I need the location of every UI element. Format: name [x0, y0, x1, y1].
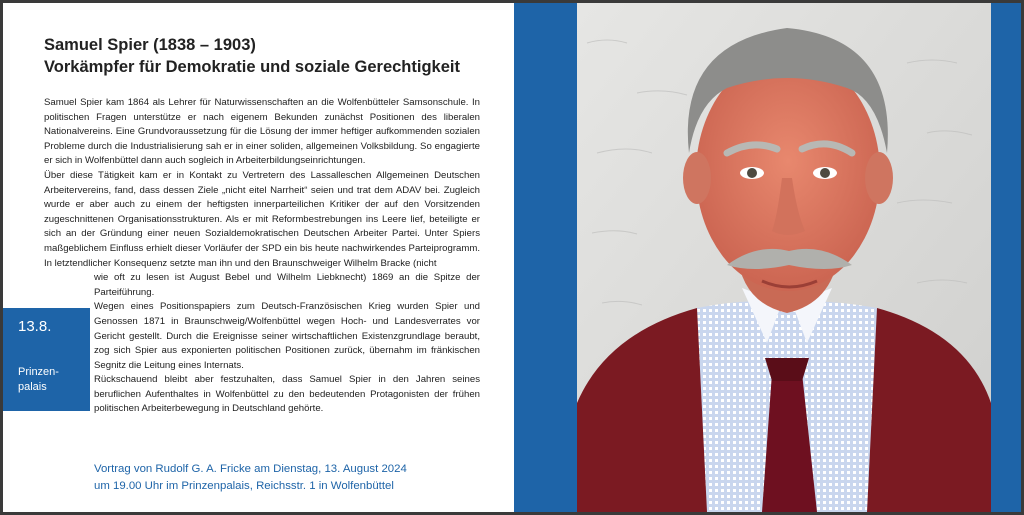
venue-line-2: palais	[18, 381, 47, 393]
paragraph-2-continued: wie oft zu lesen ist August Bebel und Wilhelm Liebknecht) 1869 an die Spitze der Parteiführung.	[94, 272, 480, 298]
paragraph-4: Rückschauend bleibt aber festzuhalten, dass Samuel Spier in den Jahren seines beruflichen Aufenthaltes in Wolfenbüttel zu den bedeutenden Protagonisten der frühen politischen Arbeiterbewegung in Deutschland gehörte.	[94, 374, 480, 415]
venue-line-1: Prinzen-	[18, 366, 59, 378]
text-panel	[3, 3, 514, 512]
event-venue	[18, 365, 59, 395]
title-line-subtitle: Vorkämpfer für Demokratie und soziale Gerechtigkeit	[44, 58, 460, 76]
paragraph-2: Über diese Tätigkeit kam er in Kontakt zu Vertretern des Lassalleschen Allgemeinen Deutschen Arbeitervereins, fand, dass dessen Ziele „nicht eitel Narrheit“ seien und trat dem ADAV bei. Zugleich wurde er aber auch zu einem der heftigsten innerparteilichen Kritiker der auf den Vorsitzenden zugeschnittenen Organisationsstrukturen. Als er mit Reformbestrebungen ins Leere lief, beteiligte er sich an der Gründung einer neuen Sozialdemokratischen Deutschen Arbeiter Partei. Unter Spiers maßgeblichem Einfluss erhielt dieser Vorläufer der SPD ein bis heute nachwirkendes Parteiprogramm. In letztendlicher Konsequenz setzte man ihn und den Braunschweiger Wilhelm Bracke (nicht	[44, 169, 480, 269]
photo-panel	[514, 3, 1021, 512]
speaker-portrait-photo	[577, 3, 991, 512]
lecture-info	[94, 461, 407, 494]
title-line-name: Samuel Spier (1838 – 1903)	[44, 36, 256, 54]
lecture-line-1: Vortrag von Rudolf G. A. Fricke am Dienstag, 13. August 2024	[94, 463, 407, 475]
article-body	[44, 96, 480, 417]
paragraph-3: Wegen eines Positionspapiers zum Deutsch-Französischen Krieg wurden Spier und Genossen 1871 in Braunschweig/Wolfenbüttel wegen Hoch- und Landesverrates vor Gericht gestellt. Durch die Ereignisse seiner wirtschaftlichen Existenzgrundlage beraubt, zog sich Spier aus exponierten politischen Positionen zurück, übernahm im fränkischen Segnitz die Leitung eines Internats.	[94, 301, 480, 371]
lecture-line-2: um 19.00 Uhr im Prinzenpalais, Reichsstr. 1 in Wolfenbüttel	[94, 479, 394, 492]
date-badge	[3, 308, 90, 411]
event-date: 13.8.	[18, 318, 52, 335]
page-title	[44, 34, 504, 78]
paragraph-1: Samuel Spier kam 1864 als Lehrer für Naturwissenschaften an die Wolfenbütteler Samsonschule. In politischen Fragen unterstütze er nach eigenem Bekunden zunächst Positionen des liberalen Nationalvereins. Eine Grundvoraussetzung für die Lösung der immer heftiger aufkommenden sozialen Probleme durch die Industrialisierung sah er in einer soliden, allgemeinen Volksbildung. So engagierte er sich in Wolfenbüttel dann auch sogleich in Arbeiterbildungseinrichtungen.	[44, 97, 480, 167]
